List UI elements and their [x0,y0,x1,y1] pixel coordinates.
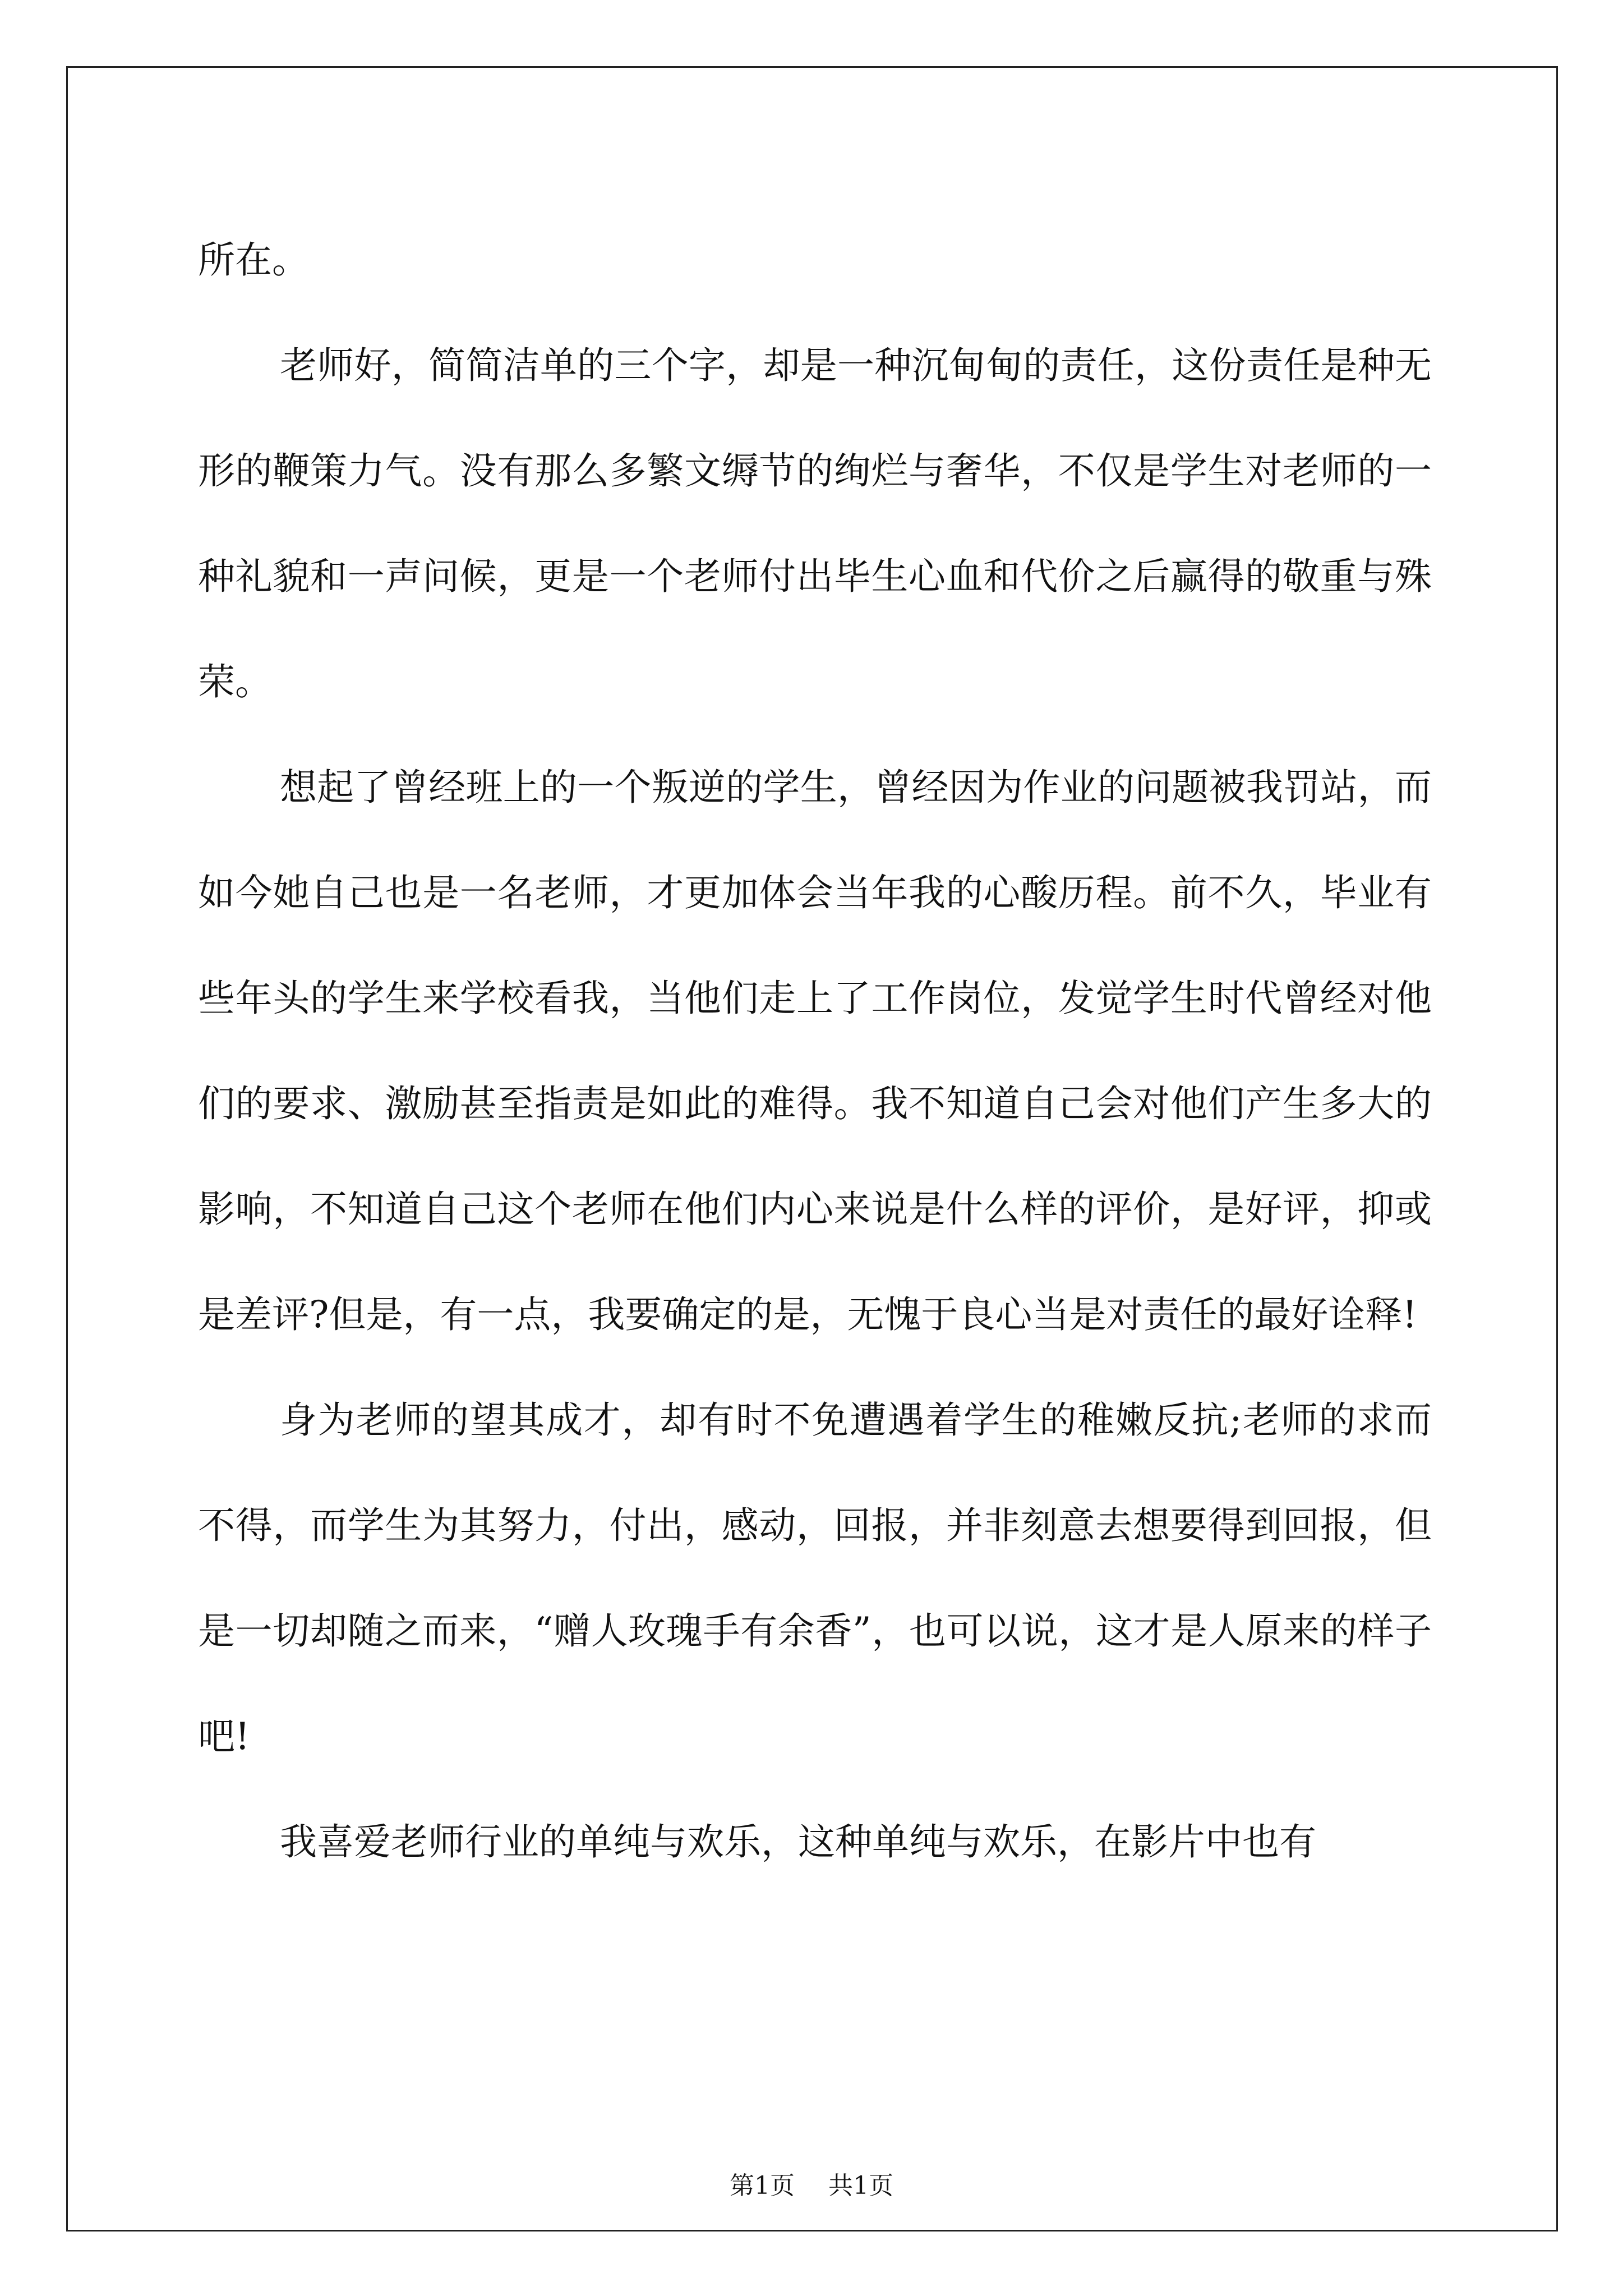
page-number-total: 共1页 [828,2171,893,2200]
paragraph-5: 我喜爱老师行业的单纯与欢乐，这种单纯与欢乐，在影片中也有 [280,1820,1316,1864]
page-number-current: 第1页 [730,2171,795,2200]
document-body [198,208,1432,1895]
paragraph-4: 身为老师的望其成才，却有时不免遭遇着学生的稚嫩反抗;老师的求而不得，而学生为其努力，付出，感动，回报，并非刻意去想要得到回报，但是一切却随之而来，“赠人玫瑰手有余香”，也可以说，这才是人原来的样子吧! [198,1398,1432,1758]
paragraph-1: 所在。 [198,238,309,282]
paragraph-2: 老师好，简简洁单的三个字，却是一种沉甸甸的责任，这份责任是种无形的鞭策力气。没有那么多繁文缛节的绚烂与奢华，不仅是学生对老师的一种礼貌和一声问候，更是一个老师付出毕生心血和代价之后赢得的敬重与殊荣。 [198,344,1432,703]
page-footer [0,2165,1623,2201]
paragraph-3: 想起了曾经班上的一个叛逆的学生，曾经因为作业的问题被我罚站，而如今她自己也是一名老师，才更加体会当年我的心酸历程。前不久，毕业有些年头的学生来学校看我，当他们走上了工作岗位，发觉学生时代曾经对他们的要求、激励甚至指责是如此的难得。我不知道自己会对他们产生多大的影响，不知道自己这个老师在他们内心来说是什么样的评价，是好评，抑或是差评?但是，有一点，我要确定的是，无愧于良心当是对责任的最好诠释! [198,766,1432,1336]
